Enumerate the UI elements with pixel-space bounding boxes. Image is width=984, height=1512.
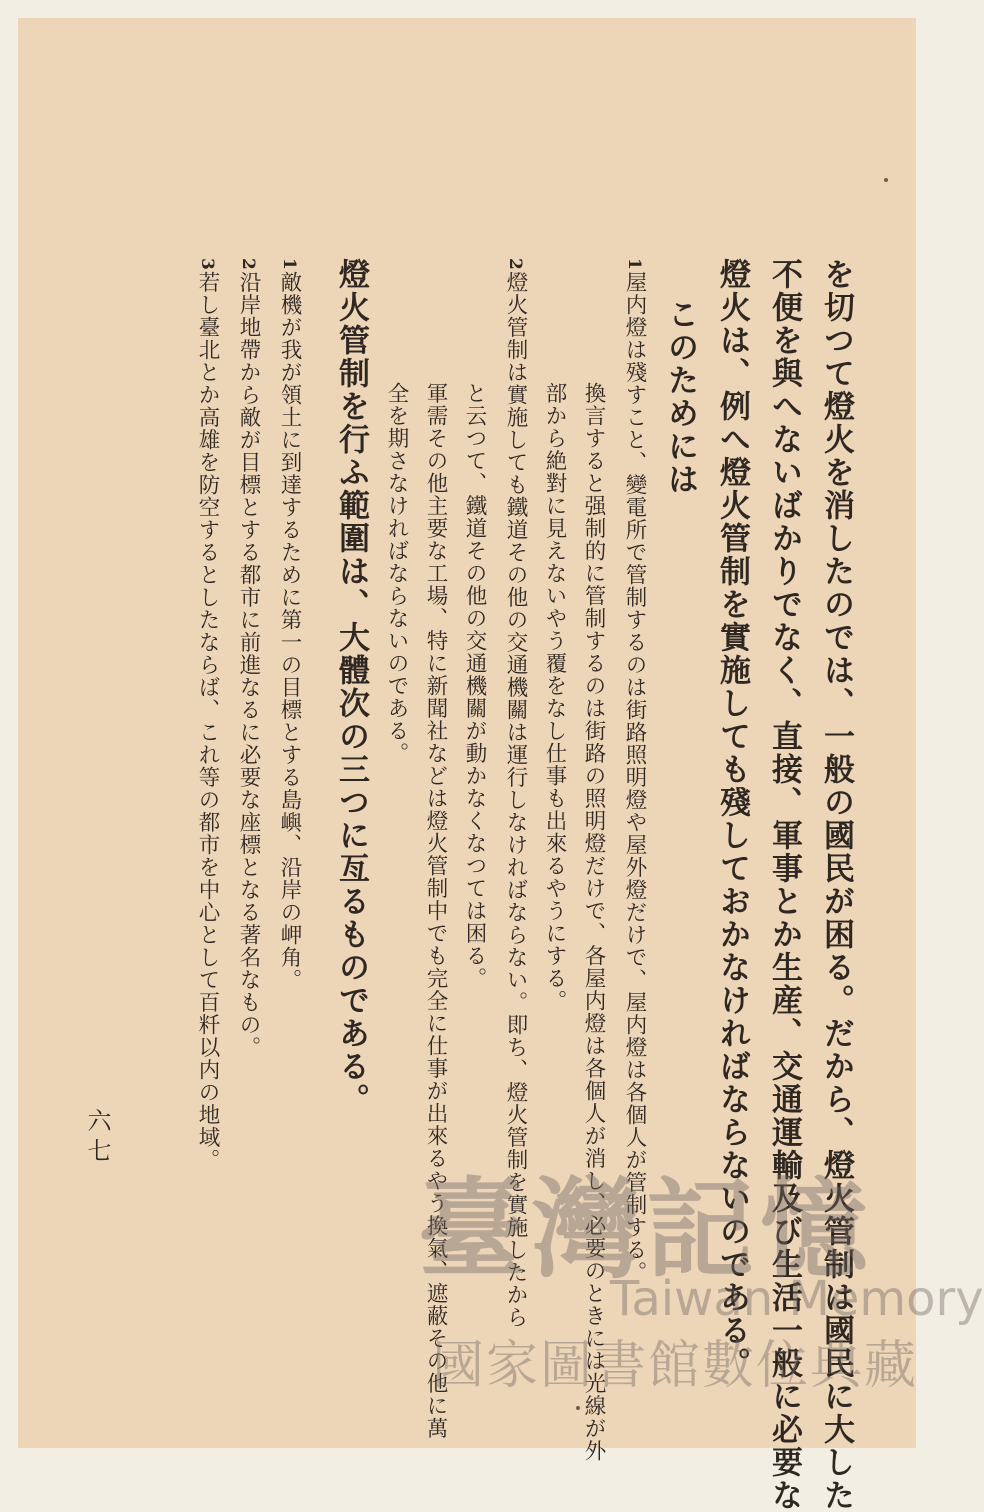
line-text: 軍需その他主要な工場、特に新聞社などは燈火管制中でも完全に仕事が出來るやう換氣、遮蔽その他に萬 (423, 382, 448, 1440)
item-number: 3 (197, 258, 217, 271)
line-text: このためには (662, 298, 698, 496)
line-text: 屋内燈は殘すこと、變電所で管制するのは街路照明燈や屋外燈だけで、屋内燈は各個人が管制する。 (622, 270, 647, 1284)
item-number: 1 (624, 258, 644, 271)
line-text: 燈火は、例へ燈火管制を實施しても殘しておかなければならないのである。 (714, 258, 750, 1380)
line-text: 敵機が我が領土に到達するために第一の目標とする島嶼、沿岸の岬角。 (277, 270, 302, 991)
paper-speck (884, 178, 888, 182)
text-line (186, 258, 227, 1378)
line-text: 燈火管制を行ふ範圍は、大體次の三つに亙るものである。 (333, 258, 369, 1116)
book-page (18, 18, 984, 1512)
line-text: 燈火管制は實施しても鐵道その他の交通機關は運行しなければならない。即ち、燈火管制を實施したから (503, 270, 528, 1329)
line-text: と云つて、鐵道その他の交通機關が動かなくなつては困る。 (462, 382, 487, 990)
line-text: 全を期さなければならないのである。 (384, 382, 409, 765)
line-text: 部から絶對に見えないやう覆をなし仕事も出來るやうにする。 (542, 382, 567, 1012)
item-number: 1 (279, 258, 299, 271)
line-text: 若し臺北とか高雄を防空するとしたならば、これ等の都市を中心として百粁以内の地域。 (195, 270, 220, 1171)
text-line (268, 258, 309, 1378)
watermark-subtitle-cn: 國家圖書館數位典藏 (432, 1336, 919, 1396)
watermark-title: 臺灣記憶 (418, 1167, 875, 1293)
item-number: 2 (505, 258, 525, 271)
watermark-logo (398, 1143, 984, 1453)
line-text: 不便を與へないばかりでなく、直接、軍事とか生産、交通運輸及び生活一般に必要な (766, 258, 802, 1512)
item-number: 2 (238, 258, 258, 271)
watermark-subtitle-en: Taiwan Memory (610, 1271, 984, 1327)
text-line (227, 258, 268, 1378)
line-text: 換言すると强制的に管制するのは街路の照明燈だけで、各屋内燈は各個人が消し、必要のときには光線が外 (581, 382, 606, 1462)
line-text: を切つて燈火を消したのでは、一般の國民が困る。だから、燈火管制は國民に大した (818, 258, 854, 1512)
line-text: 沿岸地帶から敵が目標とする都市に前進なるに必要な座標となる著名なもの。 (236, 270, 261, 1059)
text-line (325, 258, 377, 1378)
page-number: 六七 (83, 1108, 111, 1168)
